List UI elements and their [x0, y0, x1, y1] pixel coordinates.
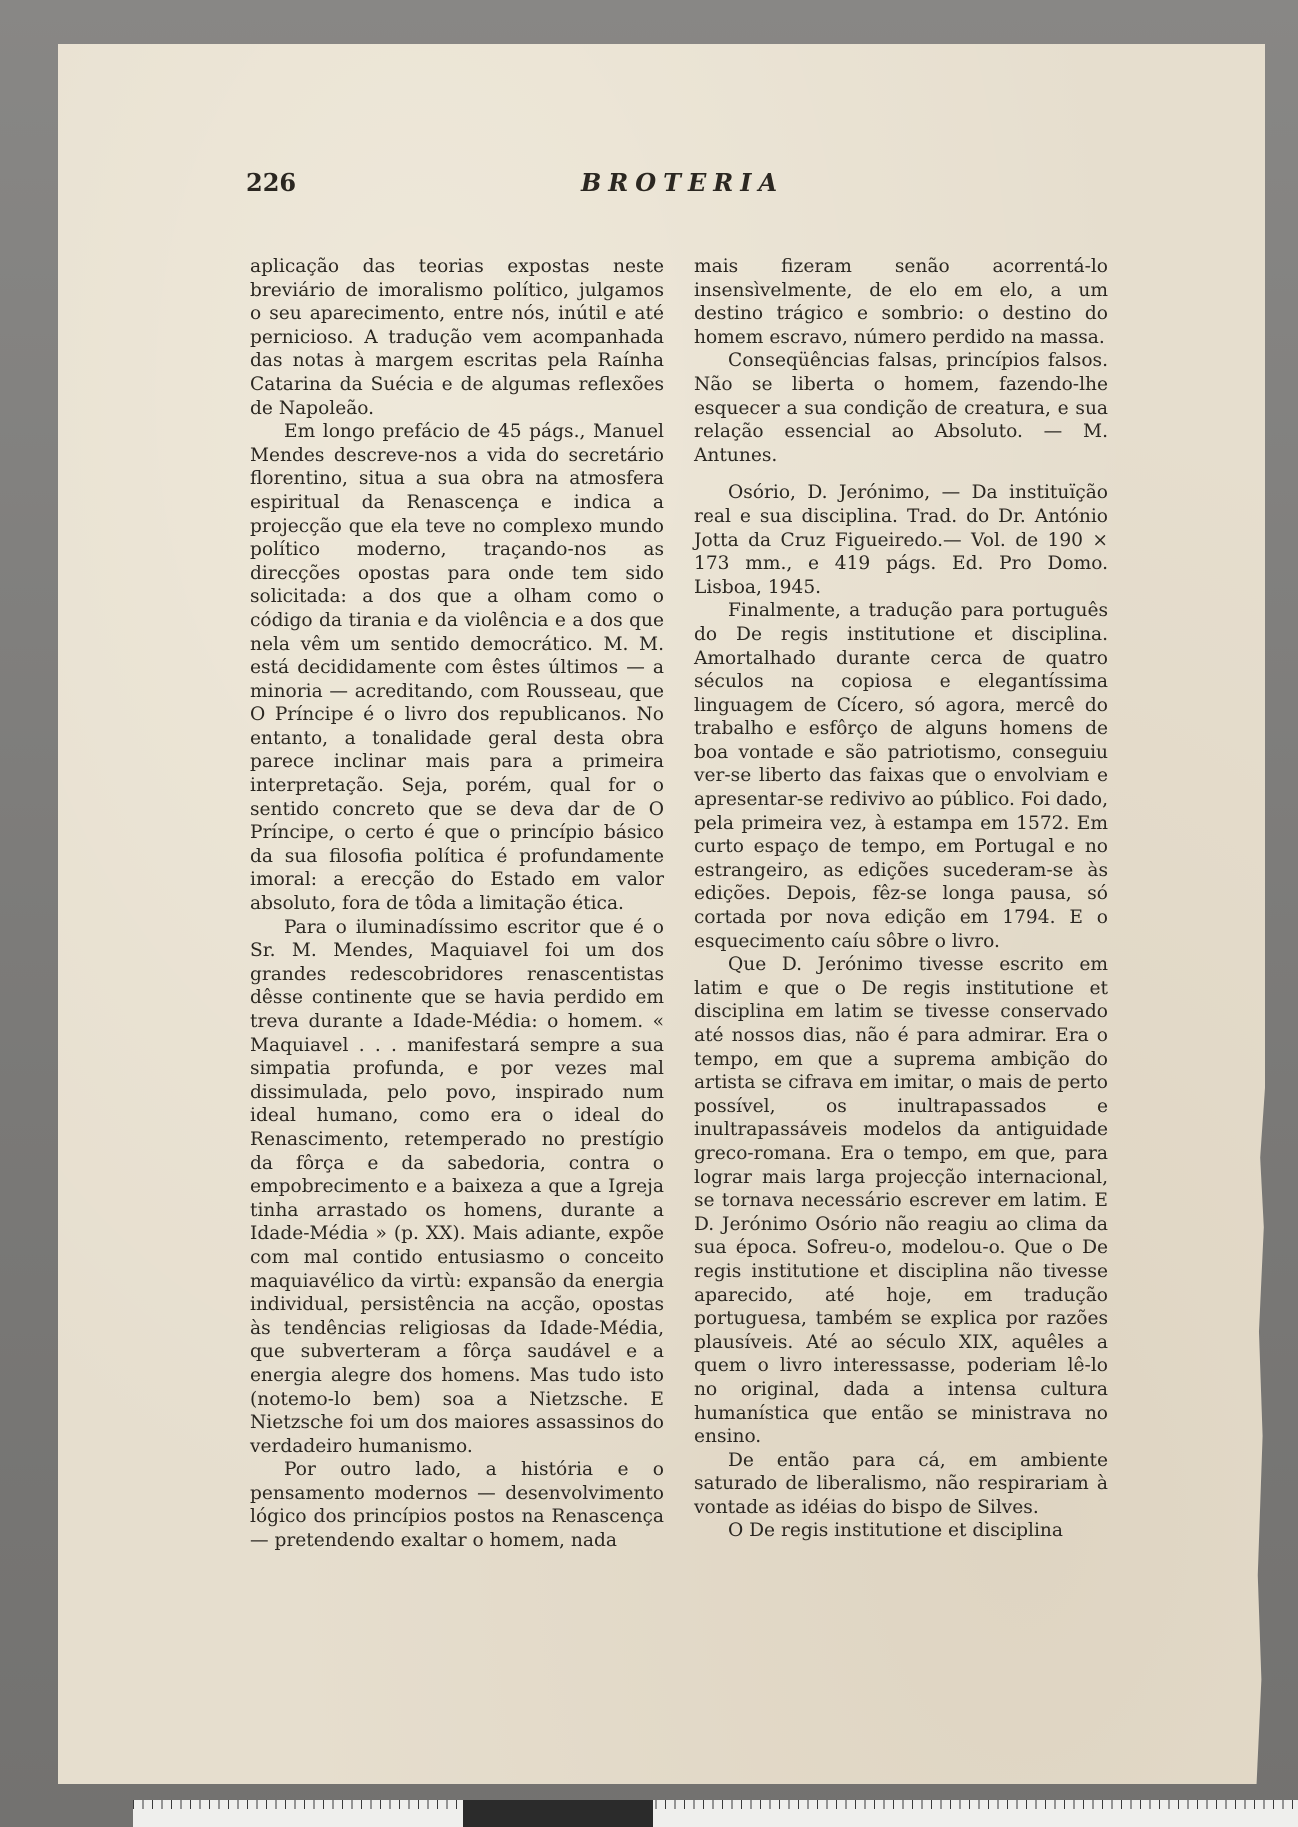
paragraph-p4: Por outro lado, a história e o pensamento modernos — desenvolvimento lógico dos princípios postos na Renascença — pretendendo exaltar o homem, nada: [250, 1459, 664, 1552]
paragraph-r7: O De regis institutione et disciplina: [728, 1520, 1063, 1542]
paragraph-r4: Finalmente, a tradução para português do De regis institutione et disciplina. Amortalhado durante cerca de quatro séculos na copiosa e elegantíssima linguagem de Cícero, só agora, mercê do trabalho e esfôrço de alguns homens de boa vontade e são patriotismo, conseguiu ver-se liberto das faixas que o envolviam e apresentar-se redivivo ao público. Foi dado, pela primeira vez, à estampa em 1572. Em curto espaço de tempo, em Portugal e no estrangeiro, as edições sucederam-se às edições. Depois, fêz-se longa pausa, só cortada por nova edição em 1794. E o esquecimento caíu sôbre o livro.: [694, 600, 1108, 952]
paragraph-r6: De então para cá, em ambiente saturado de liberalismo, não respirariam à vontade as idéias do bispo de Silves.: [694, 1449, 1108, 1518]
paragraph-r1: mais fizeram senão acorrentá-lo insensìvelmente, de elo em elo, a um destino trágico e sombrio: o destino do homem escravo, número perdido na massa.: [694, 256, 1108, 348]
left-text-column: [250, 255, 664, 1553]
page-header: [246, 168, 1106, 208]
page-number: 226: [246, 168, 297, 197]
paragraph-r5: Que D. Jerónimo tivesse escrito em latim e que o De regis institutione et disciplina em latim se tivesse conservado até nossos dias, não é para admirar. Era o tempo, em que a suprema ambição do artista se cifrava em imitar, o mais de perto possível, os inultrapassados e inultrapassáveis modelos da antiguidade greco-romana. Era o tempo, em que, para lograr mais larga projecção internacional, se tornava necessário escrever em latim. E D. Jerónimo Osório não reagiu ao clima da sua época. Sofreu-o, modelou-o. Que o De regis institutione et disciplina não tivesse aparecido, até hoje, em tradução portuguesa, também se explica por razões plausíveis. Até ao século XIX, aquêles a quem o livro interessasse, poderiam lê-lo no original, dada a intensa cultura humanística que então se ministrava no ensino.: [694, 954, 1108, 1448]
ruler-dark-segment: [463, 1800, 653, 1827]
paragraph-r2: Conseqüências falsas, princípios falsos. Não se liberta o homem, fazendo-lhe esquecer a sua condição de creatura, e sua relação essencial ao Absoluto. — M. Antunes.: [694, 350, 1108, 466]
paragraph-p2: Em longo prefácio de 45 págs., Manuel Mendes descreve-nos a vida do secretário florentino, situa a sua obra na atmosfera espiritual da Renascença e indica a projecção que ela teve no complexo mundo político moderno, traçando-nos as direcções opostas para onde tem sido solicitada: a dos que a olham como o código da tirania e da violência e a dos que nela vêm um sentido democrático. M. M. está decididamente com êstes últimos — a minoria — acreditando, com Rousseau, que O Príncipe é o livro dos republicanos. No entanto, a tonalidade geral desta obra parece inclinar mais para a primeira interpretação. Seja, porém, qual for o sentido concreto que se deva dar de O Príncipe, o certo é que o princípio básico da sua filosofia política é profundamente imoral: a erecção do Estado em valor absoluto, fora de tôda a limitação ética.: [250, 421, 664, 915]
scale-ruler: [133, 1800, 1298, 1827]
paragraph-p3: Para o iluminadíssimo escritor que é o Sr. M. Mendes, Maquiavel foi um dos grandes redescobridores renascentistas dêsse continente que se havia perdido em treva durante a Idade-Média: o homem. « Maquiavel . . . manifestará sempre a sua simpatia profunda, e por vezes mal dissimulada, pelo povo, inspirado num ideal humano, como era o ideal do Renascimento, retemperado no prestígio da fôrça e da sabedoria, contra o empobrecimento e a baixeza a que a Igreja tinha arrastado os homens, durante a Idade-Média » (p. XX). Mais adiante, expõe com mal contido entusiasmo o conceito maquiavélico da virtù: expansão da energia individual, persistência na acção, opostas às tendências religiosas da Idade-Média, que subverteram a fôrça saudável e a energia alegre dos homens. Mas tudo isto (notemo-lo bem) soa a Nietzsche. E Nietzsche foi um dos maiores assassinos do verdadeiro humanismo.: [250, 916, 664, 1457]
running-title: BROTERIA: [581, 168, 785, 197]
right-text-column: [694, 255, 1108, 1543]
paragraph-p1: aplicação das teorias expostas neste breviário de imoralismo político, julgamos o seu aparecimento, entre nós, inútil e até pernicioso. A tradução vem acompanhada das notas à margem escritas pela Raínha Catarina da Suécia e de algumas reflexões de Napoleão.: [250, 256, 664, 419]
paragraph-r3: Osório, D. Jerónimo, — Da instituïção real e sua disciplina. Trad. do Dr. António Jotta da Cruz Figueiredo.— Vol. de 190 × 173 mm., e 419 págs. Ed. Pro Domo. Lisboa, 1945.: [694, 482, 1108, 598]
